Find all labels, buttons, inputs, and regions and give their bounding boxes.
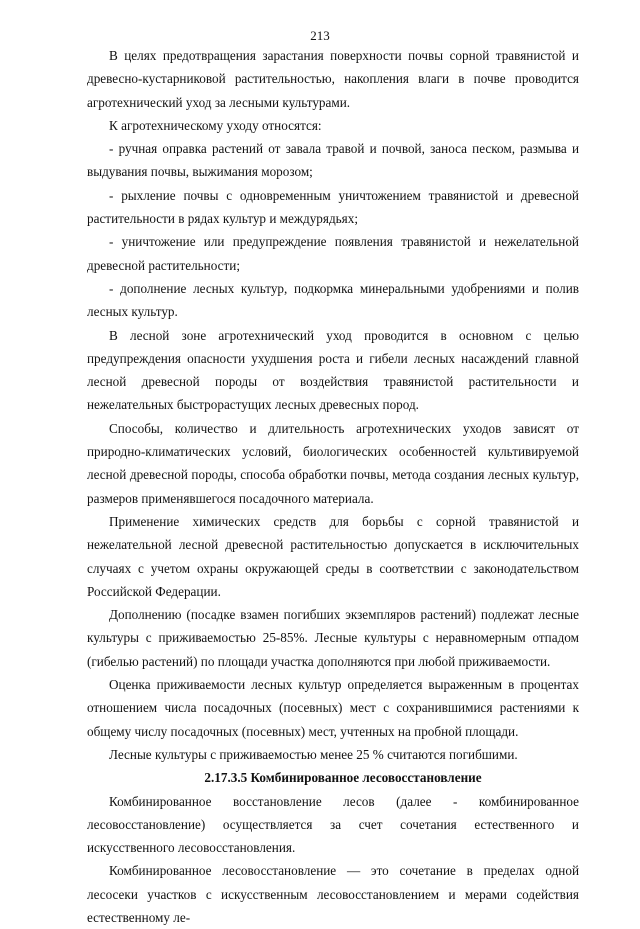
paragraph-combined-description: Комбинированное лесовосстановление — это сочетание в пределах одной лесосеки участков с искусственным лесовосстановлением и мерами содействия естественному ле- xyxy=(87,863,579,925)
page-number: 213 xyxy=(310,28,330,43)
paragraph-agrotech-care-list-intro: К агротехническому уходу относятся: xyxy=(109,117,322,133)
section-heading: 2.17.3.5 Комбинированное лесовосстановление xyxy=(204,770,482,786)
list-item-vegetation-destruction: - уничтожение или предупреждение появления травянистой и нежелательной древесной растительности; xyxy=(87,234,579,273)
document-body xyxy=(87,44,579,929)
paragraph-weed-control-intro: В целях предотвращения зарастания поверхности почвы сорной травянистой и древесно-кустарниковой растительностью, накопления влаги в почве проводится агротехнический уход за лесными культурами. xyxy=(87,48,579,110)
list-item-supplementing-crops: - дополнение лесных культур, подкормка минеральными удобрениями и полив лесных культур. xyxy=(87,280,579,320)
paragraph-survival-assessment: Оценка приживаемости лесных культур определяется выраженным в процентах отношением числа посадочных (посевных) мест с сохранившимися растениями к общему числу посадочных (посевных) мест, учтенных на пробной площади. xyxy=(87,677,579,739)
paragraph-care-methods: Способы, количество и длительность агротехнических уходов зависят от природно-климатических условий, биологических особенностей культивируемой лесной древесной породы, способа обработки почвы, метода создания лесных культур, размеров применявшегося посадочного материала. xyxy=(87,420,579,506)
paragraph-dead-crops: Лесные культуры с приживаемостью менее 25 % считаются погибшими. xyxy=(109,746,518,762)
list-item-soil-loosening: - рыхление почвы с одновременным уничтожением травянистой и древесной растительности в рядах культур и междурядьях; xyxy=(87,187,579,227)
paragraph-combined-definition: Комбинированное восстановление лесов (далее - комбинированное лесовосстановление) осуществляется за счет сочетания естественного и искусственного лесовосстановления. xyxy=(87,793,579,856)
paragraph-supplementing-rules: Дополнению (посадке взамен погибших экземпляров растений) подлежат лесные культуры с приживаемостью 25-85%. Лесные культуры с неравномерным отпадом (гибелью растений) по площади участка дополняются при любой приживаемости. xyxy=(87,607,579,669)
paragraph-forest-zone-care: В лесной зоне агротехнический уход проводится в основном с целью предупреждения опасности ухудшения роста и гибели лесных насаждений главной лесной древесной породы от воздействия травянистой растительности и нежелательных быстрорастущих лесных древесных пород. xyxy=(87,327,579,413)
paragraph-chemical-use: Применение химических средств для борьбы с сорной травянистой и нежелательной лесной древесной растительностью допускается в исключительных случаях с учетом охраны окружающей среды в соответствии с законодательством Российской Федерации. xyxy=(87,513,579,599)
list-item-manual-clearing: - ручная оправка растений от завала травой и почвой, заноса песком, размыва и выдувания почвы, выжимания морозом; xyxy=(87,141,579,180)
